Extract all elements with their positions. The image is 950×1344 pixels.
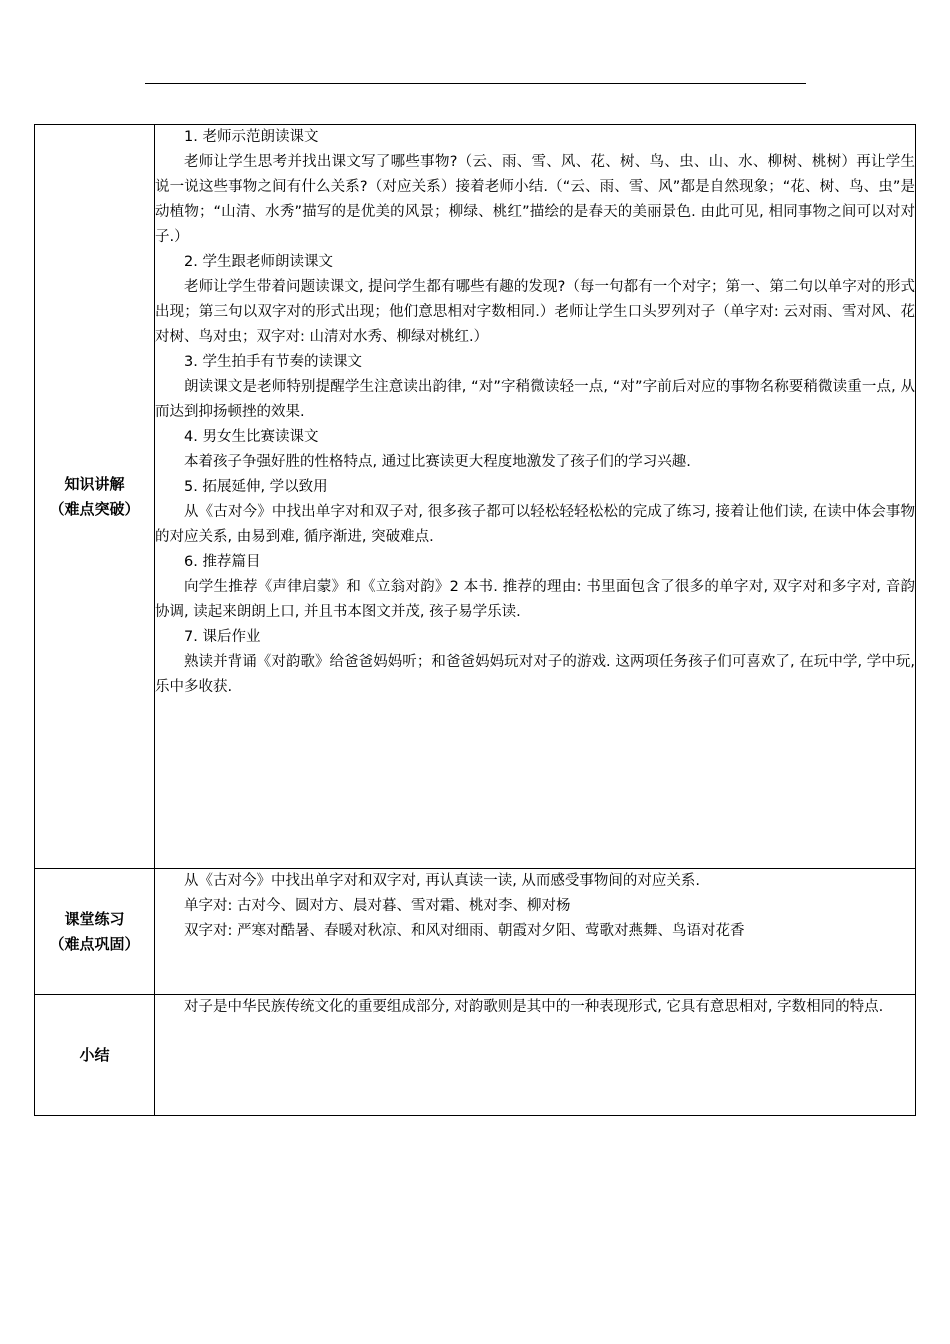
section-body: 本着孩子争强好胜的性格特点, 通过比赛读更大程度地激发了孩子们的学习兴趣. [184, 454, 691, 470]
section-body: 朗读课文是老师特别提醒学生注意读出韵律, “对”字稍微读轻一点, “对”字前后对应的事物名称要稍微读重一点, 从而达到抑扬顿挫的效果. [155, 379, 915, 420]
section-body: 从《古对今》中找出单字对和双子对, 很多孩子都可以轻松轻轻松松的完成了练习, 接着让他们读, 在读中体会事物的对应关系, 由易到难, 循序渐进, 突破难点. [155, 504, 915, 545]
section-heading: 3. 学生拍手有节奏的读课文 [184, 354, 362, 370]
table-row-knowledge [35, 125, 916, 869]
row-label-knowledge [35, 125, 155, 869]
section-body: 向学生推荐《声律启蒙》和《立翁对韵》2 本书. 推荐的理由: 书里面包含了很多的单字对, 双字对和多字对, 音韵协调, 读起来朗朗上口, 并且书本图文并茂, 孩子易学乐读. [155, 579, 915, 620]
row-label-summary [35, 995, 155, 1116]
row-content-practice [155, 869, 916, 995]
section-body: 老师让学生带着问题读课文, 提问学生都有哪些有趣的发现?（每一句都有一个对字；第一、第二句以单字对的形式出现；第三句以双字对的形式出现；他们意思相对字数相同.）老师让学生口头罗列对子（单字对: 云对雨、雪对风、花对树、鸟对虫；双字对: 山清对水秀、柳绿对桃红.） [155, 279, 915, 345]
practice-single-pairs: 单字对: 古对今、圆对方、晨对暮、雪对霜、桃对李、柳对杨 [184, 898, 571, 914]
practice-double-pairs: 双字对: 严寒对酷暑、春暖对秋凉、和风对细雨、朝霞对夕阳、莺歌对燕舞、鸟语对花香 [184, 923, 745, 939]
row-label-practice [35, 869, 155, 995]
row-label-title: 小结 [79, 1045, 110, 1064]
row-content-summary [155, 995, 916, 1116]
section-heading: 4. 男女生比赛读课文 [184, 429, 319, 445]
section-body: 老师让学生思考并找出课文写了哪些事物?（云、雨、雪、风、花、树、鸟、虫、山、水、柳树、桃树）再让学生说一说这些事物之间有什么关系?（对应关系）接着老师小结.（“云、雨、雪、风”都是自然现象；“花、树、鸟、虫”是动植物；“山清、水秀”描写的是优美的风景；柳绿、桃红”描绘的是春天的美丽景色. 由此可见, 相同事物之间可以对对子.） [155, 154, 915, 245]
table-row-practice [35, 869, 916, 995]
section-heading: 6. 推荐篇目 [184, 554, 261, 570]
practice-instruction: 从《古对今》中找出单字对和双字对, 再认真读一读, 从而感受事物间的对应关系. [184, 873, 701, 889]
row-label-title: 知识讲解 [64, 474, 125, 493]
section-heading: 7. 课后作业 [184, 629, 261, 645]
section-heading: 2. 学生跟老师朗读课文 [184, 254, 333, 270]
header-rule [145, 83, 806, 84]
row-label-subtitle: （难点突破） [49, 499, 140, 518]
row-label-title: 课堂练习 [64, 909, 125, 928]
row-content-knowledge [155, 125, 916, 869]
section-body: 熟读并背诵《对韵歌》给爸爸妈妈听；和爸爸妈妈玩对对子的游戏. 这两项任务孩子们可喜欢了, 在玩中学, 学中玩, 乐中多收获. [155, 654, 915, 695]
summary-text: 对子是中华民族传统文化的重要组成部分, 对韵歌则是其中的一种表现形式, 它具有意思相对, 字数相同的特点. [184, 999, 884, 1015]
lesson-plan-table [34, 124, 916, 1116]
section-heading: 5. 拓展延伸, 学以致用 [184, 479, 328, 495]
row-label-subtitle: （难点巩固） [49, 934, 140, 953]
table-row-summary [35, 995, 916, 1116]
section-heading: 1. 老师示范朗读课文 [184, 129, 319, 145]
